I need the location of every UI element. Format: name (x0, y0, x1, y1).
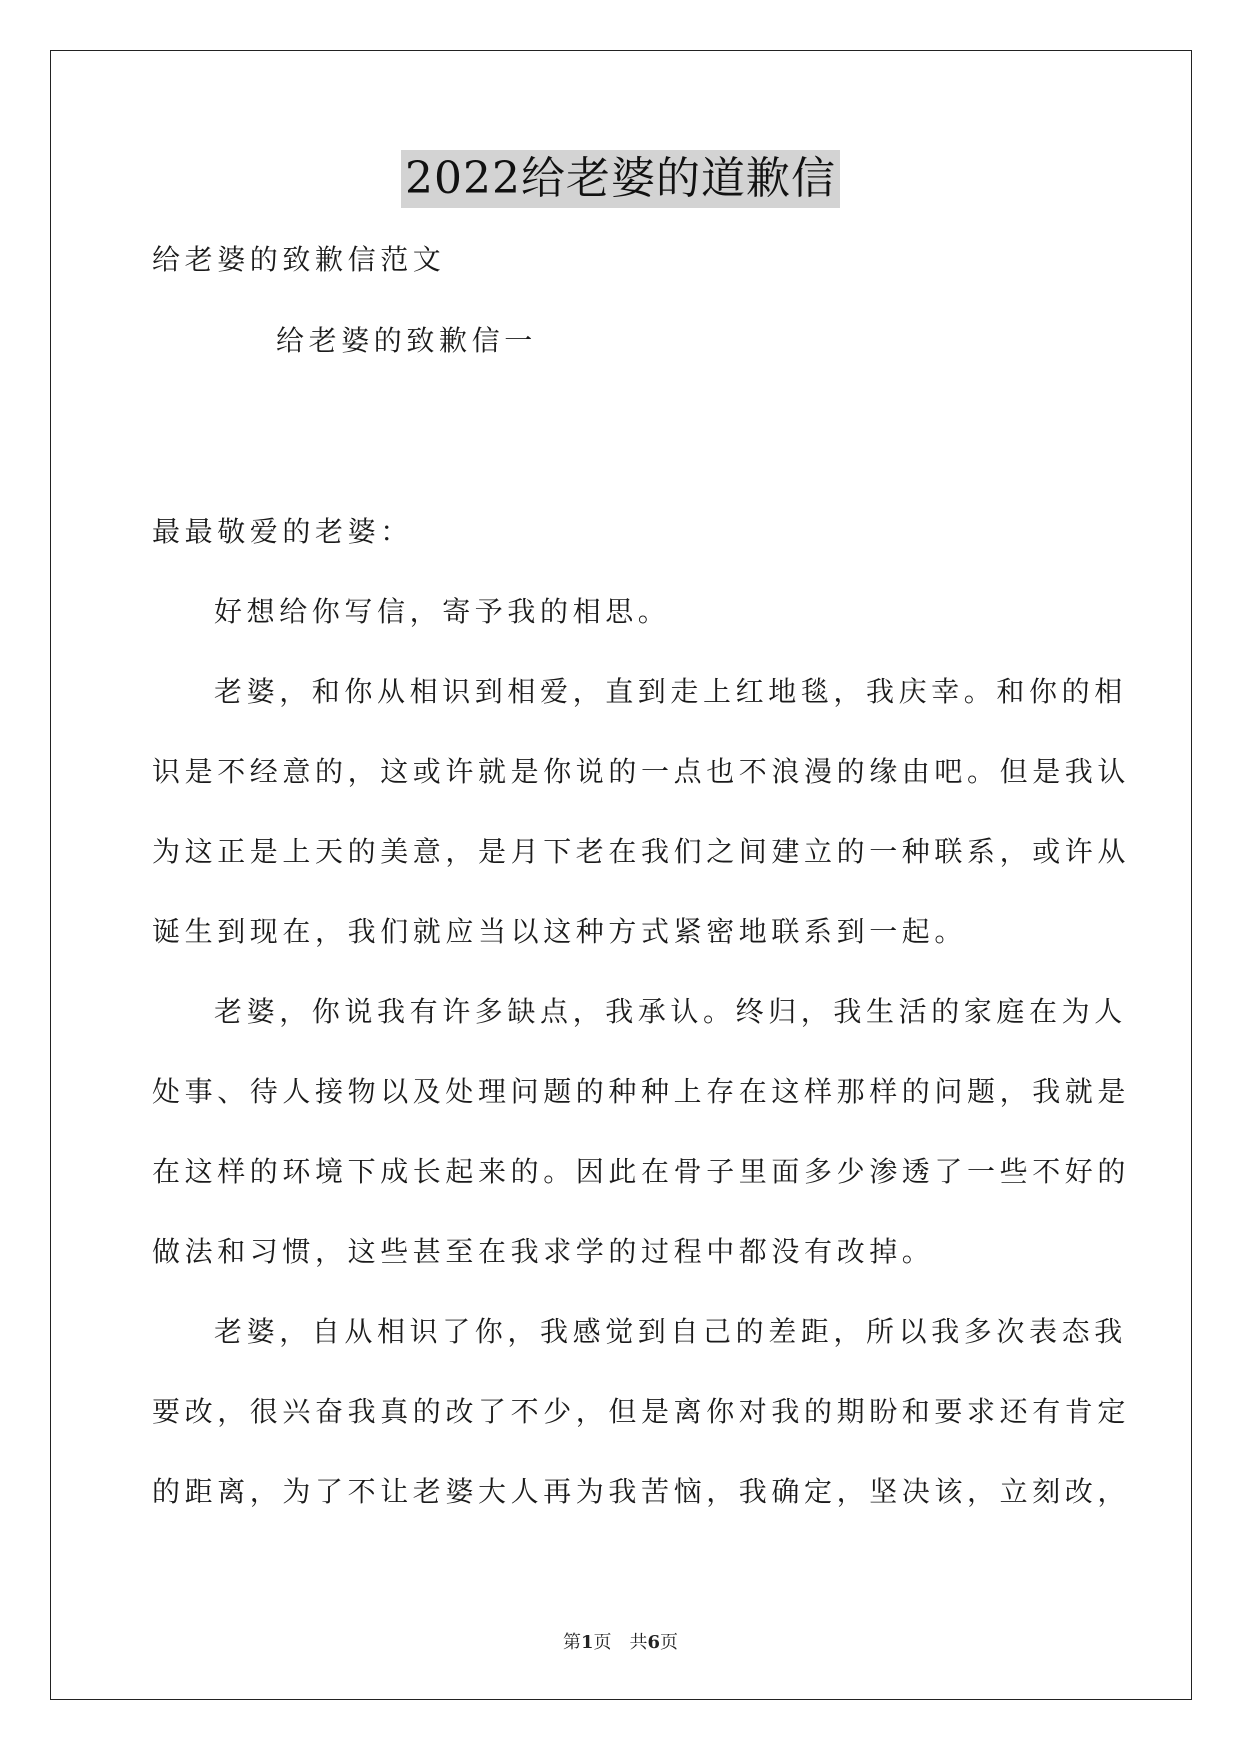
footer-current-page: 1 (580, 1632, 594, 1653)
paragraph-line: 在这样的环境下成长起来的。因此在骨子里面多少渗透了一些不好的 (152, 1155, 1131, 1188)
paragraph-line: 老婆，自从相识了你，我感觉到自己的差距，所以我多次表态我 (214, 1315, 1127, 1348)
paragraph-line: 为这正是上天的美意，是月下老在我们之间建立的一种联系，或许从 (152, 835, 1131, 868)
subtitle-line: 给老婆的致歉信范文 (152, 243, 446, 276)
paragraph-line: 识是不经意的，这或许就是你说的一点也不浪漫的缘由吧。但是我认 (152, 755, 1131, 788)
paragraph-line: 处事、待人接物以及处理问题的种种上存在这样那样的问题，我就是 (152, 1075, 1131, 1108)
paragraph-line: 的距离，为了不让老婆大人再为我苦恼，我确定，坚决该，立刻改， (152, 1475, 1131, 1508)
page-border (50, 50, 1192, 1700)
footer-total-pages: 6 (647, 1632, 661, 1653)
paragraph-line: 老婆，你说我有许多缺点，我承认。终归，我生活的家庭在为人 (214, 995, 1127, 1028)
paragraph-line: 好想给你写信，寄予我的相思。 (214, 595, 671, 628)
paragraph-line: 诞生到现在，我们就应当以这种方式紧密地联系到一起。 (152, 915, 968, 948)
footer-mid: 页 共 (593, 1632, 648, 1653)
footer-suffix: 页 (660, 1632, 679, 1653)
page-footer (0, 1628, 1241, 1654)
paragraph-line: 做法和习惯，这些甚至在我求学的过程中都没有改掉。 (152, 1235, 935, 1268)
document-title: 2022给老婆的道歉信 (401, 150, 840, 208)
salutation: 最最敬爱的老婆： (152, 515, 413, 548)
paragraph-line: 要改，很兴奋我真的改了不少，但是离你对我的期盼和要求还有肯定 (152, 1395, 1131, 1428)
title-container (0, 150, 1241, 208)
footer-prefix: 第 (562, 1632, 581, 1653)
paragraph-line: 老婆，和你从相识到相爱，直到走上红地毯，我庆幸。和你的相 (214, 675, 1127, 708)
section-heading: 给老婆的致歉信一 (276, 324, 537, 357)
